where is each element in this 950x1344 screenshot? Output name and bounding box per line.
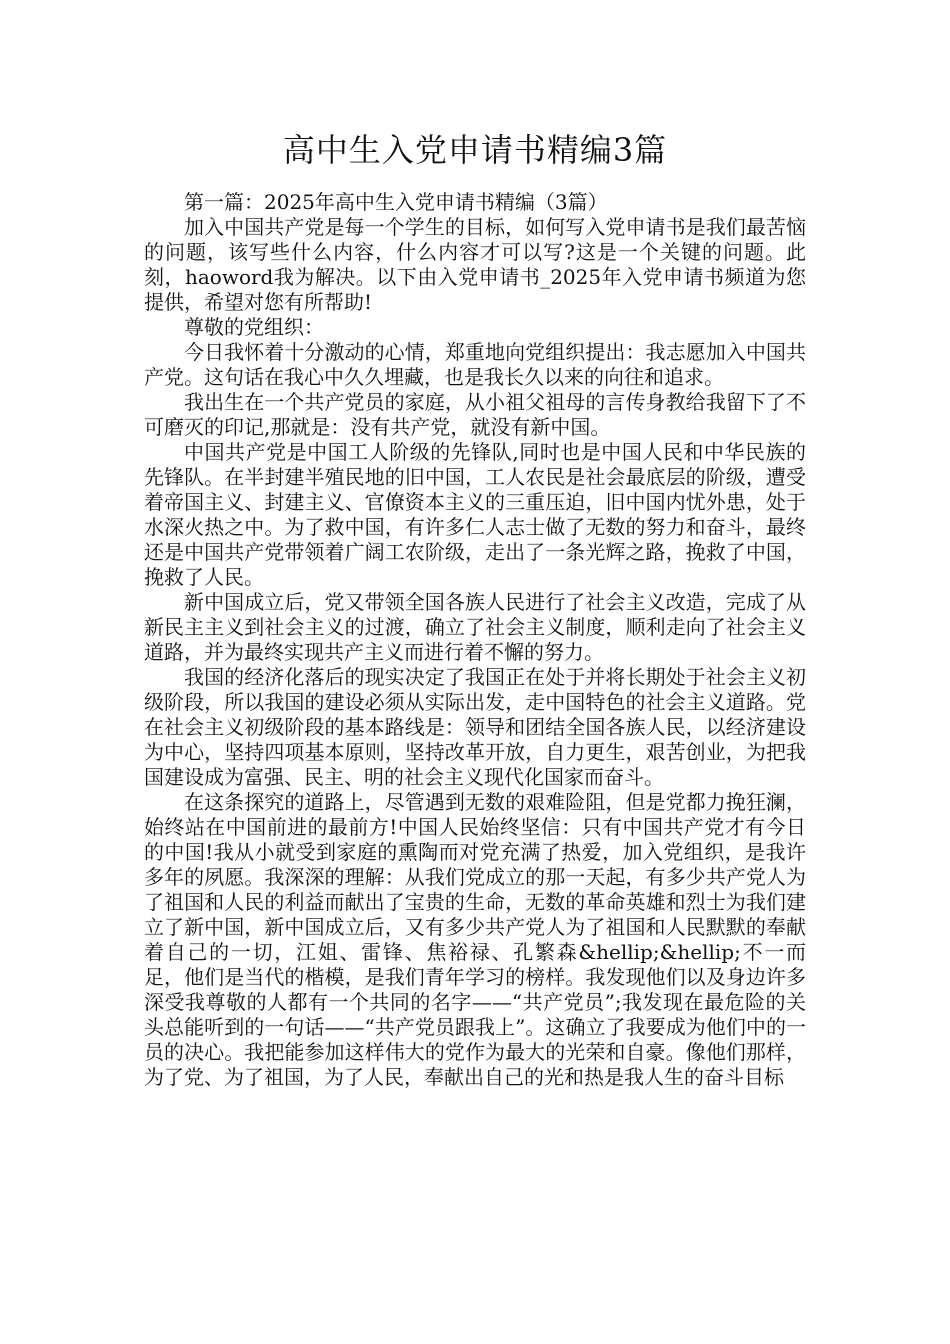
paragraph-body: 我国的经济化落后的现实决定了我国正在处于并将长期处于社会主义初级阶段，所以我国的建设必须从实际出发，走中国特色的社会主义道路。党在社会主义初级阶段的基本路线是：领导和团结全国各族人民，以经济建设为中心，坚持四项基本原则，坚持改革开放，自力更生，艰苦创业，为把我国建设成为富强、民主、明的社会主义现代化国家而奋斗。 [144, 665, 806, 789]
paragraph-body: 今日我怀着十分激动的心情，郑重地向党组织提出：我志愿加入中国共产党。这句话在我心中久久埋藏，也是我长久以来的向往和追求。 [144, 340, 806, 389]
paragraph-body: 中国共产党是中国工人阶级的先锋队,同时也是中国人民和中华民族的先锋队。在半封建半殖民地的旧中国，工人农民是社会最底层的阶级，遭受着帝国主义、封建主义、官僚资本主义的三重压迫，旧中国内忧外患，处于水深火热之中。为了救中国，有许多仁人志士做了无数的努力和奋斗，最终还是中国共产党带领着广阔工农阶级，走出了一条光辉之路，挽救了中国，挽救了人民。 [144, 440, 806, 589]
document-body [144, 190, 806, 1090]
paragraph-body: 新中国成立后，党又带领全国各族人民进行了社会主义改造，完成了从新民主主义到社会主义的过渡，确立了社会主义制度，顺利走向了社会主义道路，并为最终实现共产主义而进行着不懈的努力。 [144, 590, 806, 664]
paragraph-body: 我出生在一个共产党员的家庭，从小祖父祖母的言传身教给我留下了不可磨灭的印记,那就是：没有共产党，就没有新中国。 [144, 390, 806, 439]
paragraph-salutation: 尊敬的党组织： [184, 315, 324, 339]
paragraph-body: 在这条探究的道路上，尽管遇到无数的艰难险阻，但是党都力挽狂澜，始终站在中国前进的最前方!中国人民始终坚信：只有中国共产党才有今日的中国!我从小就受到家庭的熏陶而对党充满了热爱，加入党组织，是我许多年的夙愿。我深深的理解：从我们党成立的那一天起，有多少共产党人为了祖国和人民的利益而献出了宝贵的生命，无数的革命英雄和烈士为我们建立了新中国，新中国成立后，又有多少共产党人为了祖国和人民默默的奉献着自己的一切，江姐、雷锋、焦裕禄、孔繁森&hellip;&hellip;不一而足，他们是当代的楷模，是我们青年学习的榜样。我发现他们以及身边许多深受我尊敬的人都有一个共同的名字——“共产党员”;我发现在最危险的关头总能听到的一句话——“共产党员跟我上”。这确立了我要成为他们中的一员的决心。我把能参加这样伟大的党作为最大的光荣和自豪。像他们那样，为了党、为了祖国，为了人民，奉献出自己的光和热是我人生的奋斗目标 [144, 790, 806, 1089]
document-title: 高中生入党申请书精编3篇 [282, 131, 668, 169]
paragraph-intro: 加入中国共产党是每一个学生的目标，如何写入党申请书是我们最苦恼的问题，该写些什么内容，什么内容才可以写?这是一个关键的问题。此刻，haoword我为解决。以下由入党申请书_2025年入党申请书频道为您提供，希望对您有所帮助! [144, 215, 806, 314]
paragraph-heading-first-article: 第一篇：2025年高中生入党申请书精编（3篇） [184, 190, 608, 214]
